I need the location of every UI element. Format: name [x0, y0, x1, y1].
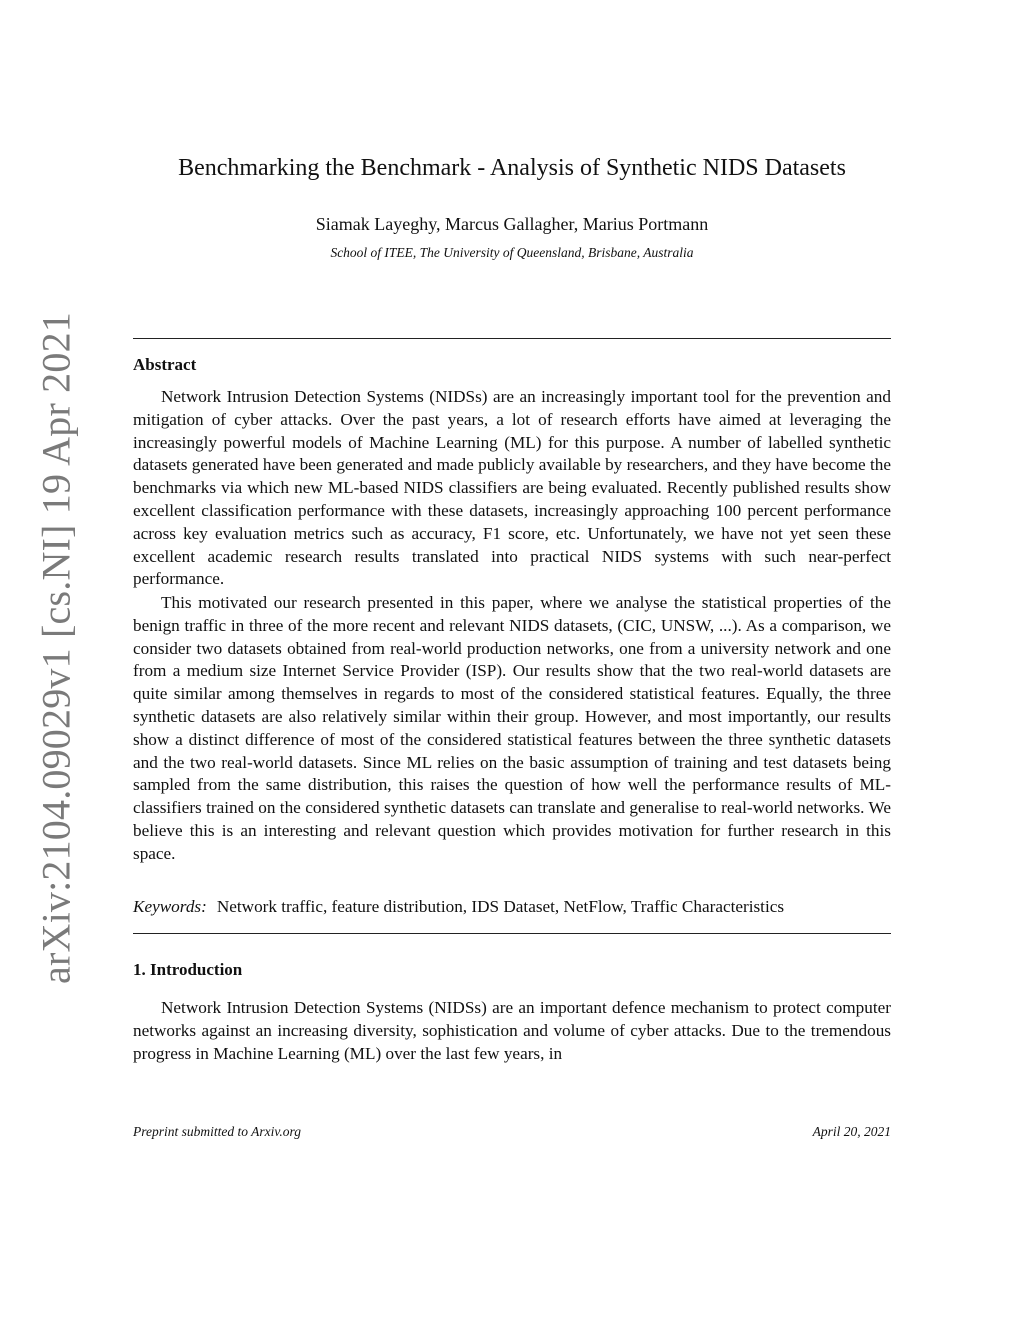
abstract-paragraph-2: This motivated our research presented in this paper, where we analyse the statistical properties of the benign traffic in three of the more recent and relevant NIDS datasets, (CIC, UNSW, ...). As a comparison, we consider two datasets obtained from real-world production networks, one from a university network and one from a medium size Internet Service Provider (ISP). Our results show that the two real-world datasets are quite similar among themselves in regards to most of the considered statistical features. Equally, the three synthetic datasets are also relatively similar within their group. However, and most importantly, our results show a distinct difference of most of the considered statistical features between the three synthetic datasets and the two real-world datasets. Since ML relies on the basic assumption of training and test datasets being sampled from the same distribution, this raises the question of how well the performance results of ML-classifiers trained on the considered synthetic datasets can translate and generalise to real-world networks. We believe this is an interesting and relevant question which provides motivation for further research in this space.	[133, 593, 891, 863]
keywords-label: Keywords:	[133, 897, 207, 916]
author-list: Siamak Layeghy, Marcus Gallagher, Marius Portmann	[315, 214, 709, 234]
footer-date: April 20, 2021	[812, 1124, 891, 1139]
abstract-heading: Abstract	[133, 355, 197, 374]
abstract-top-rule	[133, 338, 891, 339]
introduction-paragraph-1: Network Intrusion Detection Systems (NIDSs) are an important defence mechanism to protect computer networks against an increasing diversity, sophistication and volume of cyber attacks. Due to the tremendous progress in Machine Learning (ML) over the last few years, in	[133, 998, 891, 1063]
arxiv-identifier: arXiv:2104.09029v1 [cs.NI] 19 Apr 2021	[33, 312, 79, 984]
keywords-text: Network traffic, feature distribution, IDS Dataset, NetFlow, Traffic Characteristics	[216, 897, 785, 916]
footer-preprint-note: Preprint submitted to Arxiv.org	[133, 1124, 301, 1139]
abstract-paragraph-1: Network Intrusion Detection Systems (NIDSs) are an increasingly important tool for the prevention and mitigation of cyber attacks. Over the past years, a lot of research efforts have aimed at leveraging the increasingly powerful models of Machine Learning (ML) for this purpose. A number of labelled synthetic datasets generated have been generated and made publicly available by researchers, and they have become the benchmarks via which new ML-based NIDS classifiers are being evaluated. Recently published results show excellent classification performance with these datasets, increasingly approaching 100 percent performance across key evaluation metrics such as accuracy, F1 score, etc. Unfortunately, we have not yet seen these excellent academic research results translated into practical NIDS systems with such near-perfect performance.	[133, 387, 891, 589]
introduction-heading: 1. Introduction	[133, 960, 243, 979]
keywords-line	[133, 896, 891, 919]
affiliation: School of ITEE, The University of Queensland, Brisbane, Australia	[330, 245, 694, 260]
paper-title: Benchmarking the Benchmark - Analysis of Synthetic NIDS Datasets	[178, 155, 846, 181]
abstract-bottom-rule	[133, 933, 891, 934]
